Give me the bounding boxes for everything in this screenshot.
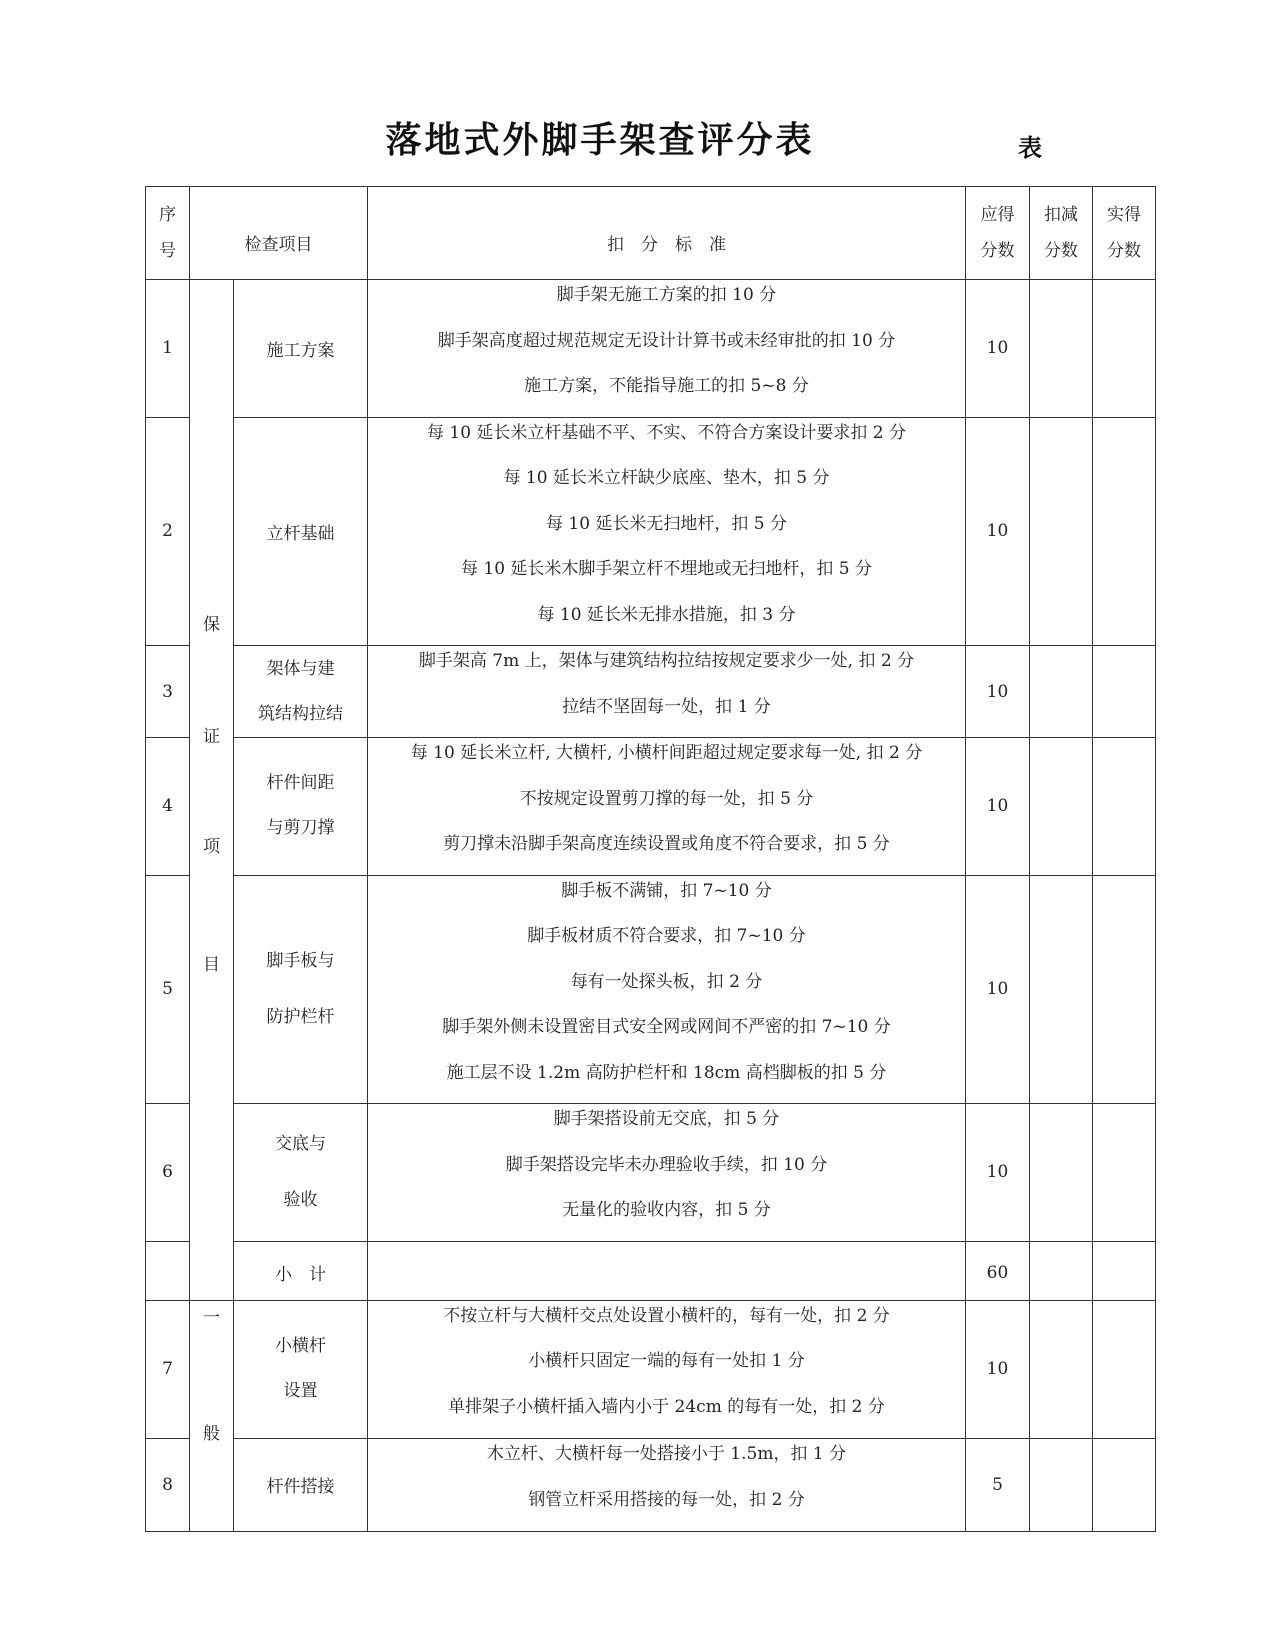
subtotal-seq [146,1241,190,1300]
row-item-line1: 杆件搭接 [266,1477,335,1498]
row-due-score: 10 [966,417,1030,646]
header-seq [146,187,190,280]
row-due-score: 10 [966,875,1030,1104]
header-standard [368,187,966,280]
row-standards [368,738,966,876]
table-row [146,875,1156,1104]
row-seq: 1 [146,280,190,418]
row-actual-score[interactable] [1093,646,1156,738]
standard-line: 脚手架高度超过规范规定无设计计算书或未经审批的扣 10 分 [437,330,896,351]
standard-line: 小横杆只固定一端的每有一处扣 1 分 [528,1351,805,1372]
group-general [190,1300,234,1531]
subtotal-actual[interactable] [1093,1241,1156,1300]
group-general-char2: 般 [203,1423,220,1444]
row-item-line1: 脚手板与 [266,951,335,972]
standard-line: 不按立杆与大横杆交点处设置小横杆的，每有一处，扣 2 分 [443,1305,890,1326]
title-suffix: 表 [1018,133,1042,162]
standard-line: 施工方案，不能指导施工的扣 5~8 分 [524,376,809,396]
row-deduct-score[interactable] [1030,1300,1093,1438]
standard-line: 每 10 延长米立杆, 大横杆, 小横杆间距超过规定要求每一处, 扣 2 分 [410,743,923,763]
standard-line: 脚手架搭设完毕未办理验收手续，扣 10 分 [505,1154,828,1175]
subtotal-label: 小 计 [234,1241,368,1300]
row-standards [368,1438,966,1531]
standard-line: 单排架子小横杆插入墙内小于 24cm 的每有一处，扣 2 分 [448,1396,885,1417]
row-seq: 4 [146,738,190,876]
subtotal-row [146,1241,1156,1300]
row-due-score: 10 [966,646,1030,738]
row-item [234,280,368,418]
table-row [146,417,1156,646]
table-row [146,738,1156,876]
row-item [234,1104,368,1242]
header-due-line1: 应得 [980,205,1015,225]
standard-line: 脚手架搭设前无交底，扣 5 分 [553,1109,780,1129]
standard-line: 无量化的验收内容，扣 5 分 [562,1200,771,1220]
header-item-label: 检查项目 [244,234,313,255]
row-item-line2: 与剪刀撑 [266,818,335,839]
group-general-char1: 一 [203,1307,220,1328]
header-deduct [1030,187,1093,280]
header-deduct-line2: 分数 [1044,241,1078,261]
table-row [146,280,1156,418]
row-deduct-score[interactable] [1030,875,1093,1104]
group-guarantee-char2: 证 [203,726,220,747]
standard-line: 每 10 延长米无扫地杆，扣 5 分 [545,513,788,534]
standard-line: 木立杆、大横杆每一处搭接小于 1.5m，扣 1 分 [486,1444,847,1465]
row-deduct-score[interactable] [1030,646,1093,738]
subtotal-standard [368,1241,966,1300]
header-actual-line1: 实得 [1107,205,1141,225]
row-seq: 2 [146,417,190,646]
row-actual-score[interactable] [1093,280,1156,418]
row-actual-score[interactable] [1093,875,1156,1104]
group-guarantee-char3: 项 [203,836,220,857]
row-standards [368,417,966,646]
row-deduct-score[interactable] [1030,280,1093,418]
row-seq: 3 [146,646,190,738]
group-guarantee-char4: 目 [203,954,220,975]
standard-line: 不按规定设置剪刀撑的每一处，扣 5 分 [519,788,814,809]
row-actual-score[interactable] [1093,417,1156,646]
row-item-line2: 验收 [283,1190,318,1211]
standard-line: 脚手架外侧未设置密目式安全网或网间不严密的扣 7~10 分 [442,1017,891,1037]
header-due [966,187,1030,280]
subtotal-score: 60 [966,1241,1030,1300]
row-deduct-score[interactable] [1030,1438,1093,1531]
table-row [146,1104,1156,1242]
row-standards [368,875,966,1104]
row-actual-score[interactable] [1093,1438,1156,1531]
standard-line: 脚手架高 7m 上，架体与建筑结构拉结按规定要求少一处, 扣 2 分 [418,651,915,671]
standard-line: 每 10 延长米立杆基础不平、不实、不符合方案设计要求扣 2 分 [426,422,907,443]
row-seq: 7 [146,1300,190,1438]
standard-line: 拉结不坚固每一处，扣 1 分 [562,696,771,717]
row-due-score: 5 [966,1438,1030,1531]
row-standards [368,1104,966,1242]
header-seq-line1: 序 [159,205,176,225]
row-item-line1: 小横杆 [275,1336,326,1357]
standard-line: 脚手板材质不符合要求，扣 7~10 分 [527,926,806,946]
standard-line: 每 10 延长米立杆缺少底座、垫木，扣 5 分 [503,468,830,488]
table-row [146,646,1156,738]
subtotal-deduct[interactable] [1030,1241,1093,1300]
row-actual-score[interactable] [1093,1300,1156,1438]
row-seq: 5 [146,875,190,1104]
row-due-score: 10 [966,738,1030,876]
row-item-line1: 架体与建 [266,658,335,679]
row-actual-score[interactable] [1093,1104,1156,1242]
row-standards [368,1300,966,1438]
standard-line: 施工层不设 1.2m 高防护栏杆和 18cm 高档脚板的扣 5 分 [446,1062,887,1083]
row-standards [368,280,966,418]
row-due-score: 10 [966,1104,1030,1242]
row-item-line1: 施工方案 [266,340,335,361]
header-due-line2: 分数 [980,241,1015,261]
row-item [234,1438,368,1531]
score-table [145,186,1156,1532]
row-item [234,738,368,876]
header-item [190,187,368,280]
header-seq-line2: 号 [159,241,176,261]
row-item-line2: 设置 [283,1381,318,1402]
table-row [146,1438,1156,1531]
row-deduct-score[interactable] [1030,417,1093,646]
row-item-line2: 筑结构拉结 [258,703,343,724]
standard-line: 每 10 延长米木脚手架立杆不埋地或无扫地杆，扣 5 分 [460,559,873,579]
row-seq: 8 [146,1438,190,1531]
row-due-score: 10 [966,1300,1030,1438]
row-deduct-score[interactable] [1030,738,1093,876]
row-due-score: 10 [966,280,1030,418]
row-deduct-score[interactable] [1030,1104,1093,1242]
standard-line: 每有一处探头板，扣 2 分 [570,971,763,992]
row-standards [368,646,966,738]
table-row [146,1300,1156,1438]
header-deduct-line1: 扣减 [1044,205,1078,225]
row-item [234,417,368,646]
row-item [234,875,368,1104]
row-item-line1: 交底与 [275,1134,326,1155]
header-actual [1093,187,1156,280]
group-guarantee-char1: 保 [203,614,220,635]
standard-line: 脚手板不满铺，扣 7~10 分 [561,880,772,901]
group-guarantee [190,280,234,1301]
row-item [234,1300,368,1438]
row-seq: 6 [146,1104,190,1242]
row-item [234,646,368,738]
row-item-line2: 防护栏杆 [266,1007,335,1028]
document-title: 落地式外脚手架查评分表 [385,119,815,161]
header-standard-label: 扣 分 标 准 [607,234,726,255]
standard-line: 每 10 延长米无排水措施，扣 3 分 [537,604,796,625]
standard-line: 剪刀撑未沿脚手架高度连续设置或角度不符合要求，扣 5 分 [443,834,890,854]
standard-line: 脚手架无施工方案的扣 10 分 [556,285,777,305]
row-item-line1: 立杆基础 [266,523,335,544]
header-actual-line2: 分数 [1107,241,1141,261]
standard-line: 钢管立杆采用搭接的每一处，扣 2 分 [528,1489,805,1510]
row-actual-score[interactable] [1093,738,1156,876]
header-row [146,187,1156,280]
row-item-line1: 杆件间距 [266,773,335,794]
